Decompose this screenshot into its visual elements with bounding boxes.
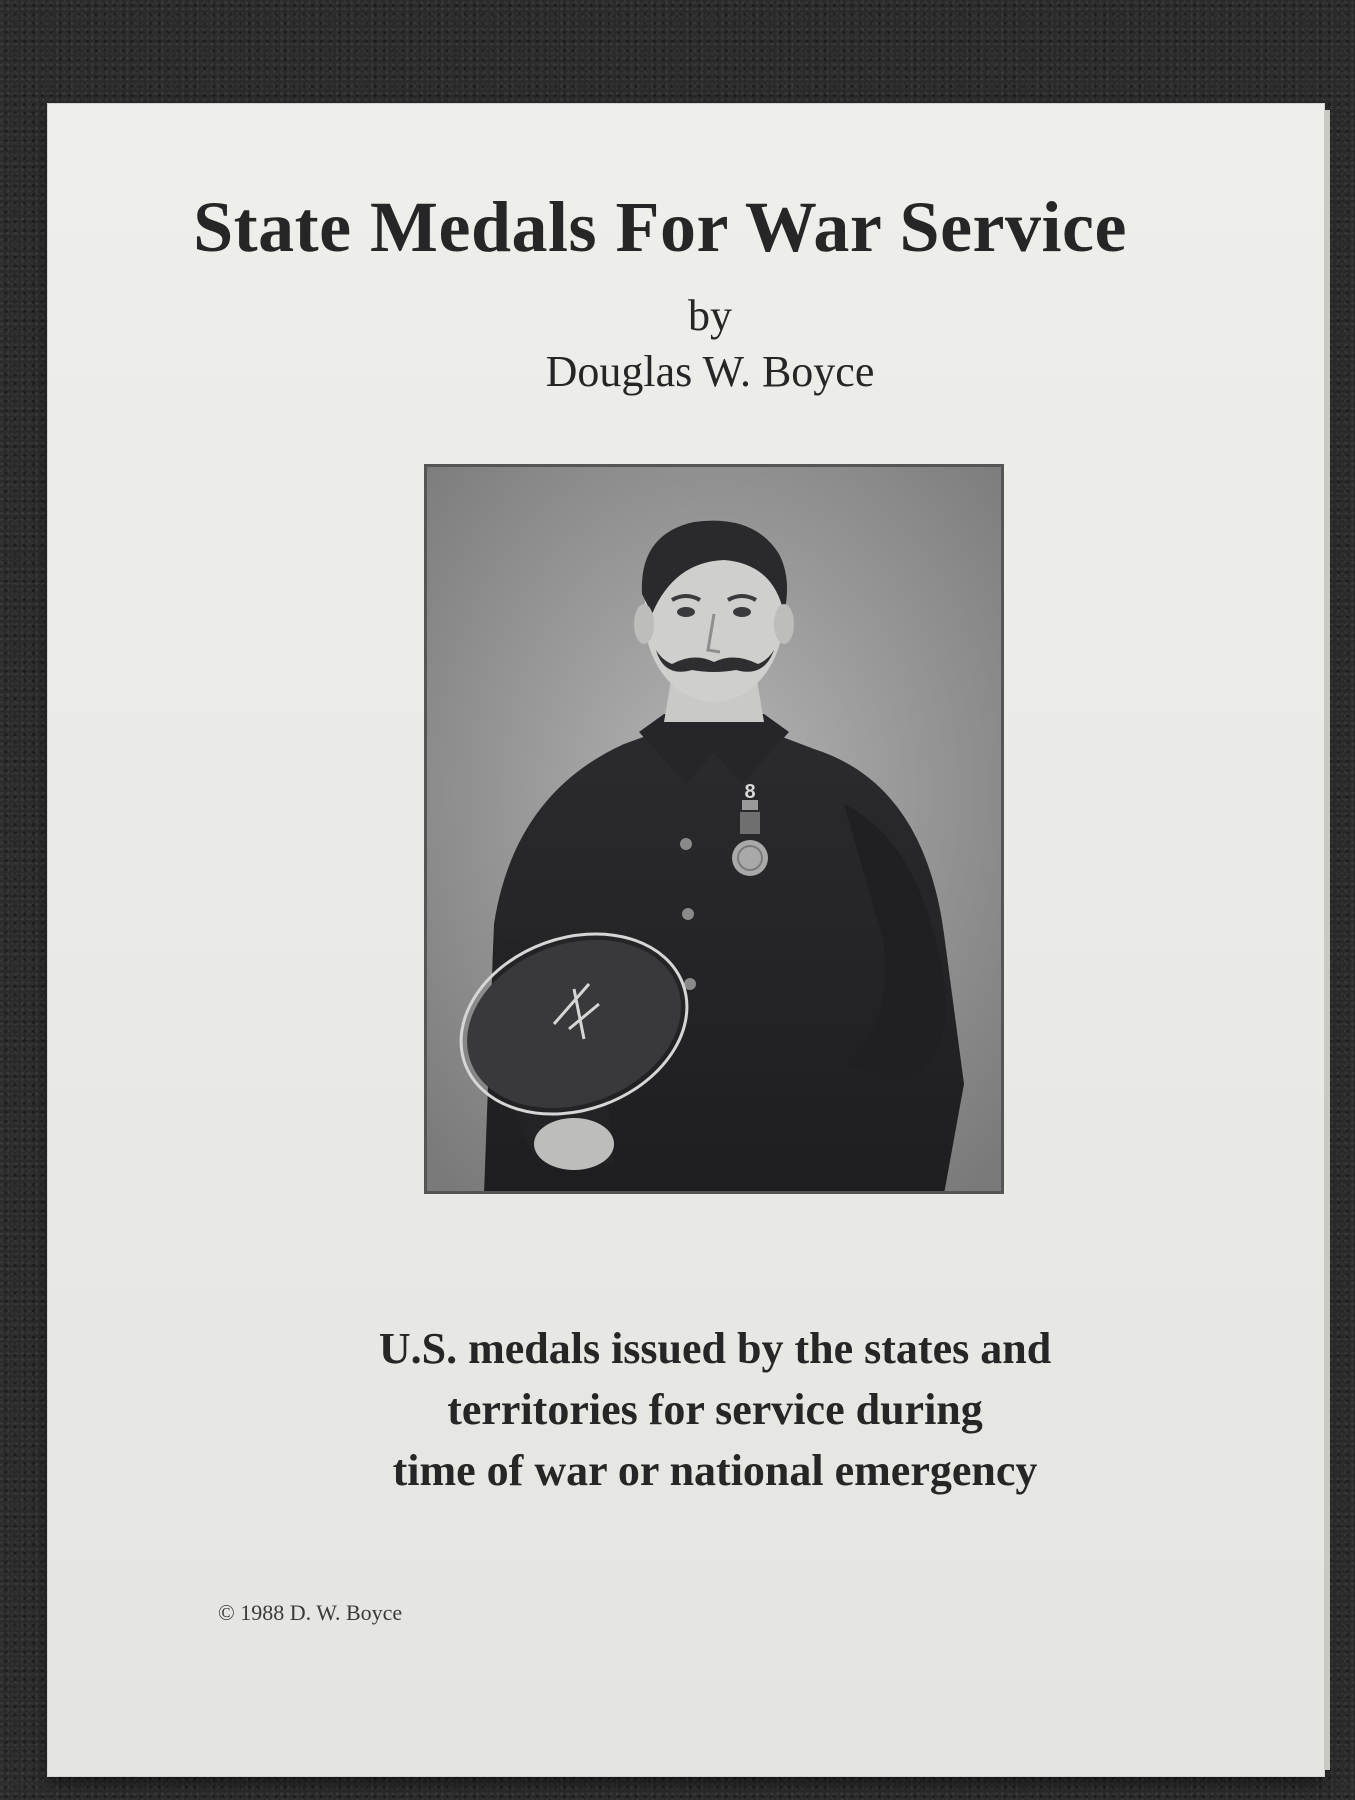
subtitle-line: territories for service during: [447, 1385, 983, 1434]
medal-number: 8: [744, 781, 756, 803]
copyright-notice: © 1988 D. W. Boyce: [218, 1600, 403, 1625]
portrait-illustration: [424, 464, 1004, 1194]
author-name: Douglas W. Boyce: [545, 347, 875, 396]
book-subtitle: [0, 1318, 1355, 1501]
subtitle-line: U.S. medals issued by the states and: [378, 1324, 1052, 1373]
by-line: by: [688, 291, 732, 340]
cover-photograph: [424, 464, 1004, 1194]
subtitle-line: time of war or national emergency: [392, 1446, 1038, 1495]
book-title: State Medals For War Service: [193, 187, 1127, 267]
